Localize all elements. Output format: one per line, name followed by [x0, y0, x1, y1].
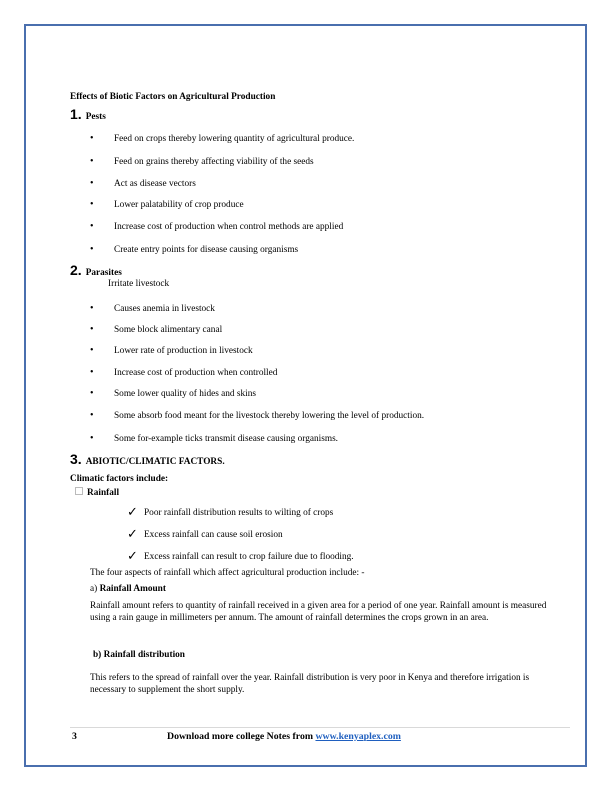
bullet-icon: •	[90, 156, 94, 167]
checkmark-icon: ✓	[127, 549, 138, 564]
section-number: 2.	[70, 262, 82, 278]
section-title: Pests	[85, 112, 106, 122]
footer-note: Download more college Notes from www.kenyaplex.com	[167, 731, 401, 742]
bullet-icon: •	[90, 324, 94, 335]
bullet-icon: •	[90, 133, 94, 144]
bullet-icon: •	[90, 221, 94, 232]
checkmark-icon: ✓	[127, 505, 138, 520]
page-number: 3	[72, 731, 77, 742]
aspect-heading: b) Rainfall distribution	[93, 650, 185, 660]
bullet-icon: •	[90, 244, 94, 255]
section-pests-heading	[70, 106, 106, 124]
bullet-icon: •	[90, 433, 94, 444]
kenyaplex-link[interactable]: www.kenyaplex.com	[315, 731, 401, 742]
section-abiotic-heading	[70, 451, 225, 469]
bullet-icon: •	[90, 303, 94, 314]
aspects-intro: The four aspects of rainfall which affect agricultural production include: -	[90, 568, 365, 578]
section-parasites-heading	[70, 262, 122, 280]
section-title: ABIOTIC/CLIMATIC FACTORS.	[85, 457, 225, 467]
section-intro: Irritate livestock	[108, 279, 170, 289]
document-title: Effects of Biotic Factors on Agricultural Production	[70, 92, 276, 102]
section-number: 1.	[70, 106, 82, 122]
section-number: 3.	[70, 451, 82, 467]
subheading: Climatic factors include:	[70, 474, 169, 484]
bullet-icon: •	[90, 388, 94, 399]
bullet-icon: •	[90, 178, 94, 189]
bullet-icon: •	[90, 367, 94, 378]
bullet-icon: •	[90, 199, 94, 210]
footer-divider	[70, 727, 570, 728]
aspect-paragraph: This refers to the spread of rainfall over the year. Rainfall distribution is very poor in Kenya and therefore irrigation is necessary to supplement the short supply.	[90, 673, 530, 696]
factor-rainfall: Rainfall	[75, 487, 119, 498]
bullet-icon: •	[90, 410, 94, 421]
aspect-heading: a) Rainfall Amount	[90, 584, 166, 594]
bullet-icon: •	[90, 345, 94, 356]
aspect-paragraph: Rainfall amount refers to quantity of rainfall received in a given area for a period of one year. Rainfall amount is measured using a rain gauge in millimeters per annum. The amount of rainfall determines the crops grown in an area.	[90, 601, 547, 624]
checkmark-icon: ✓	[127, 527, 138, 542]
section-title: Parasites	[85, 268, 122, 278]
checkbox-icon	[75, 487, 83, 495]
